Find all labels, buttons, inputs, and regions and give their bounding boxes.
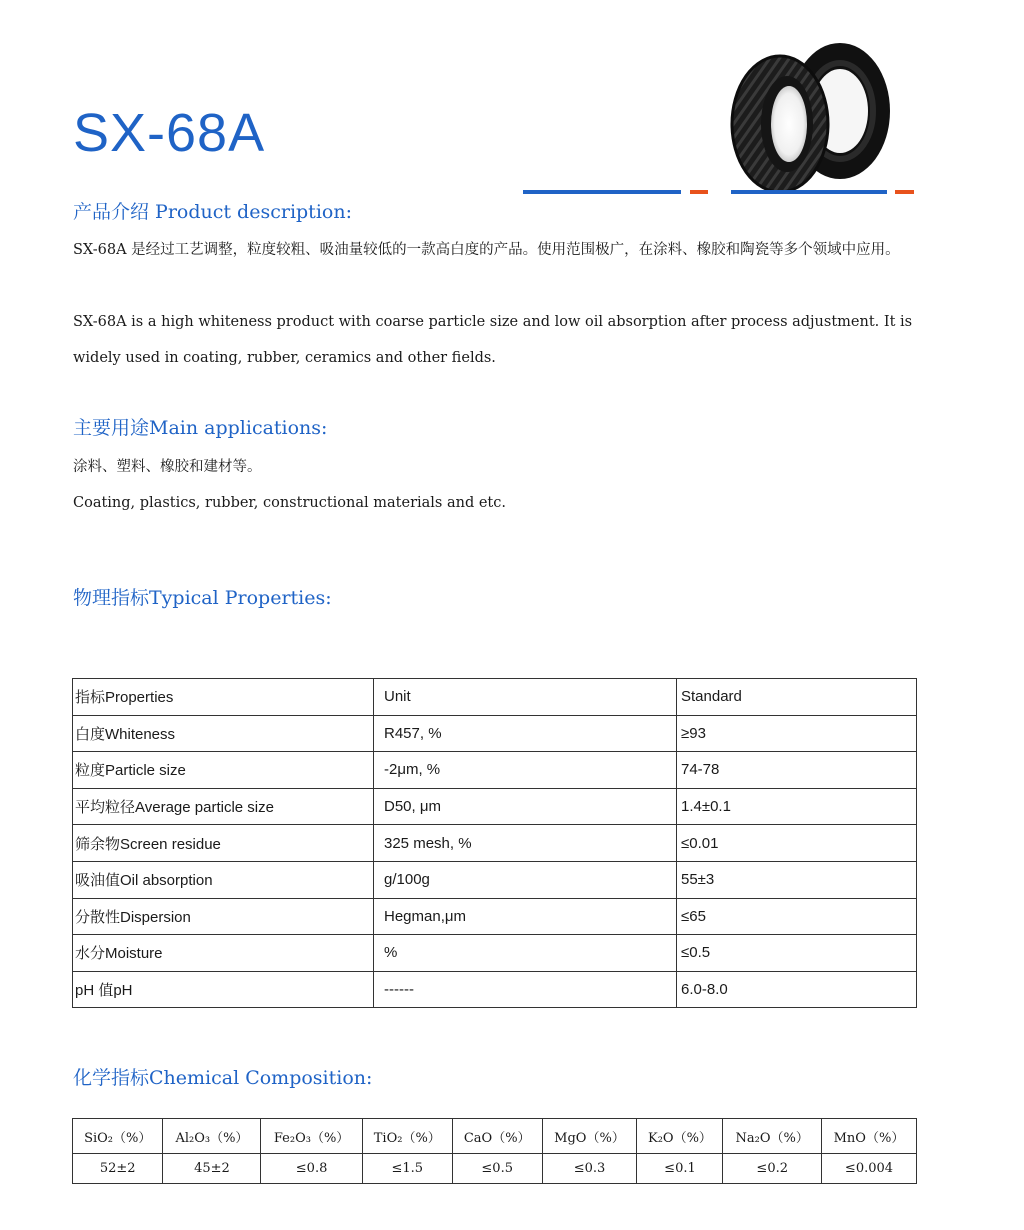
table-cell: 白度Whiteness: [73, 715, 374, 752]
decorative-bar-orange: [895, 190, 914, 194]
properties-table: [72, 678, 917, 1008]
tire-image: [725, 36, 895, 196]
table-header-cell: MnO（%）: [821, 1119, 916, 1154]
table-header-cell: Al₂O₃（%）: [163, 1119, 261, 1154]
table-cell: %: [374, 935, 677, 972]
table-cell: ≤0.5: [677, 935, 917, 972]
table-cell: ≤0.004: [821, 1154, 916, 1184]
table-row: [73, 715, 917, 752]
table-header-cell: Unit: [374, 679, 677, 716]
table-row: [73, 935, 917, 972]
table-cell: 55±3: [677, 861, 917, 898]
description-text-en: SX-68A is a high whiteness product with coarse particle size and low oil absorption after process adjustment. It is widely used in coating, rubber, ceramics and other fields.: [73, 314, 913, 366]
applications-text-cn: 涂料、塑料、橡胶和建材等。: [73, 459, 262, 475]
table-cell: 筛余物Screen residue: [73, 825, 374, 862]
table-cell: 325 mesh, %: [374, 825, 677, 862]
table-row: [73, 861, 917, 898]
applications-text: [73, 449, 923, 521]
chemical-table: [72, 1118, 917, 1184]
table-cell: 水分Moisture: [73, 935, 374, 972]
decorative-bar-blue: [523, 190, 681, 194]
applications-heading: 主要用途Main applications:: [73, 417, 328, 439]
table-cell: ≤0.8: [261, 1154, 362, 1184]
table-header-cell: 指标Properties: [73, 679, 374, 716]
table-cell: 平均粒径Average particle size: [73, 788, 374, 825]
table-row: [73, 1154, 917, 1184]
applications-text-en: Coating, plastics, rubber, constructional materials and etc.: [73, 495, 506, 511]
table-cell: ≤0.01: [677, 825, 917, 862]
table-cell: 吸油值Oil absorption: [73, 861, 374, 898]
table-cell: ≤0.3: [542, 1154, 637, 1184]
table-header-row: [73, 1119, 917, 1154]
description-text-cn: SX-68A 是经过工艺调整，粒度较粗、吸油量较低的一款高白度的产品。使用范围极广，在涂料、橡胶和陶瓷等多个领域中应用。: [73, 242, 900, 258]
product-title: SX-68A: [73, 103, 266, 163]
table-cell: 52±2: [73, 1154, 163, 1184]
description-heading: 产品介绍 Product description:: [73, 201, 352, 223]
table-cell: -2μm, %: [374, 752, 677, 789]
table-header-cell: Fe₂O₃（%）: [261, 1119, 362, 1154]
properties-heading: 物理指标Typical Properties:: [73, 587, 332, 609]
table-row: [73, 898, 917, 935]
table-cell: 45±2: [163, 1154, 261, 1184]
table-cell: Hegman,μm: [374, 898, 677, 935]
table-cell: ------: [374, 971, 677, 1008]
table-cell: ≤65: [677, 898, 917, 935]
table-header-cell: TiO₂（%）: [362, 1119, 452, 1154]
decorative-bar-blue: [731, 190, 887, 194]
table-cell: pH 值pH: [73, 971, 374, 1008]
table-header-cell: MgO（%）: [542, 1119, 637, 1154]
table-row: [73, 971, 917, 1008]
table-header-cell: SiO₂（%）: [73, 1119, 163, 1154]
table-cell: D50, μm: [374, 788, 677, 825]
table-header-row: [73, 679, 917, 716]
table-cell: 粒度Particle size: [73, 752, 374, 789]
decorative-bar-orange: [690, 190, 708, 194]
chemical-heading: 化学指标Chemical Composition:: [73, 1067, 373, 1089]
table-cell: ≤0.5: [452, 1154, 542, 1184]
table-cell: 6.0-8.0: [677, 971, 917, 1008]
table-cell: 74-78: [677, 752, 917, 789]
table-cell: g/100g: [374, 861, 677, 898]
table-cell: R457, %: [374, 715, 677, 752]
table-row: [73, 788, 917, 825]
table-header-cell: CaO（%）: [452, 1119, 542, 1154]
table-header-cell: Standard: [677, 679, 917, 716]
table-cell: 分散性Dispersion: [73, 898, 374, 935]
table-cell: ≤0.2: [723, 1154, 821, 1184]
table-cell: ≤1.5: [362, 1154, 452, 1184]
table-header-cell: K₂O（%）: [637, 1119, 723, 1154]
table-cell: ≤0.1: [637, 1154, 723, 1184]
table-header-cell: Na₂O（%）: [723, 1119, 821, 1154]
table-row: [73, 752, 917, 789]
table-row: [73, 825, 917, 862]
table-cell: 1.4±0.1: [677, 788, 917, 825]
table-cell: ≥93: [677, 715, 917, 752]
